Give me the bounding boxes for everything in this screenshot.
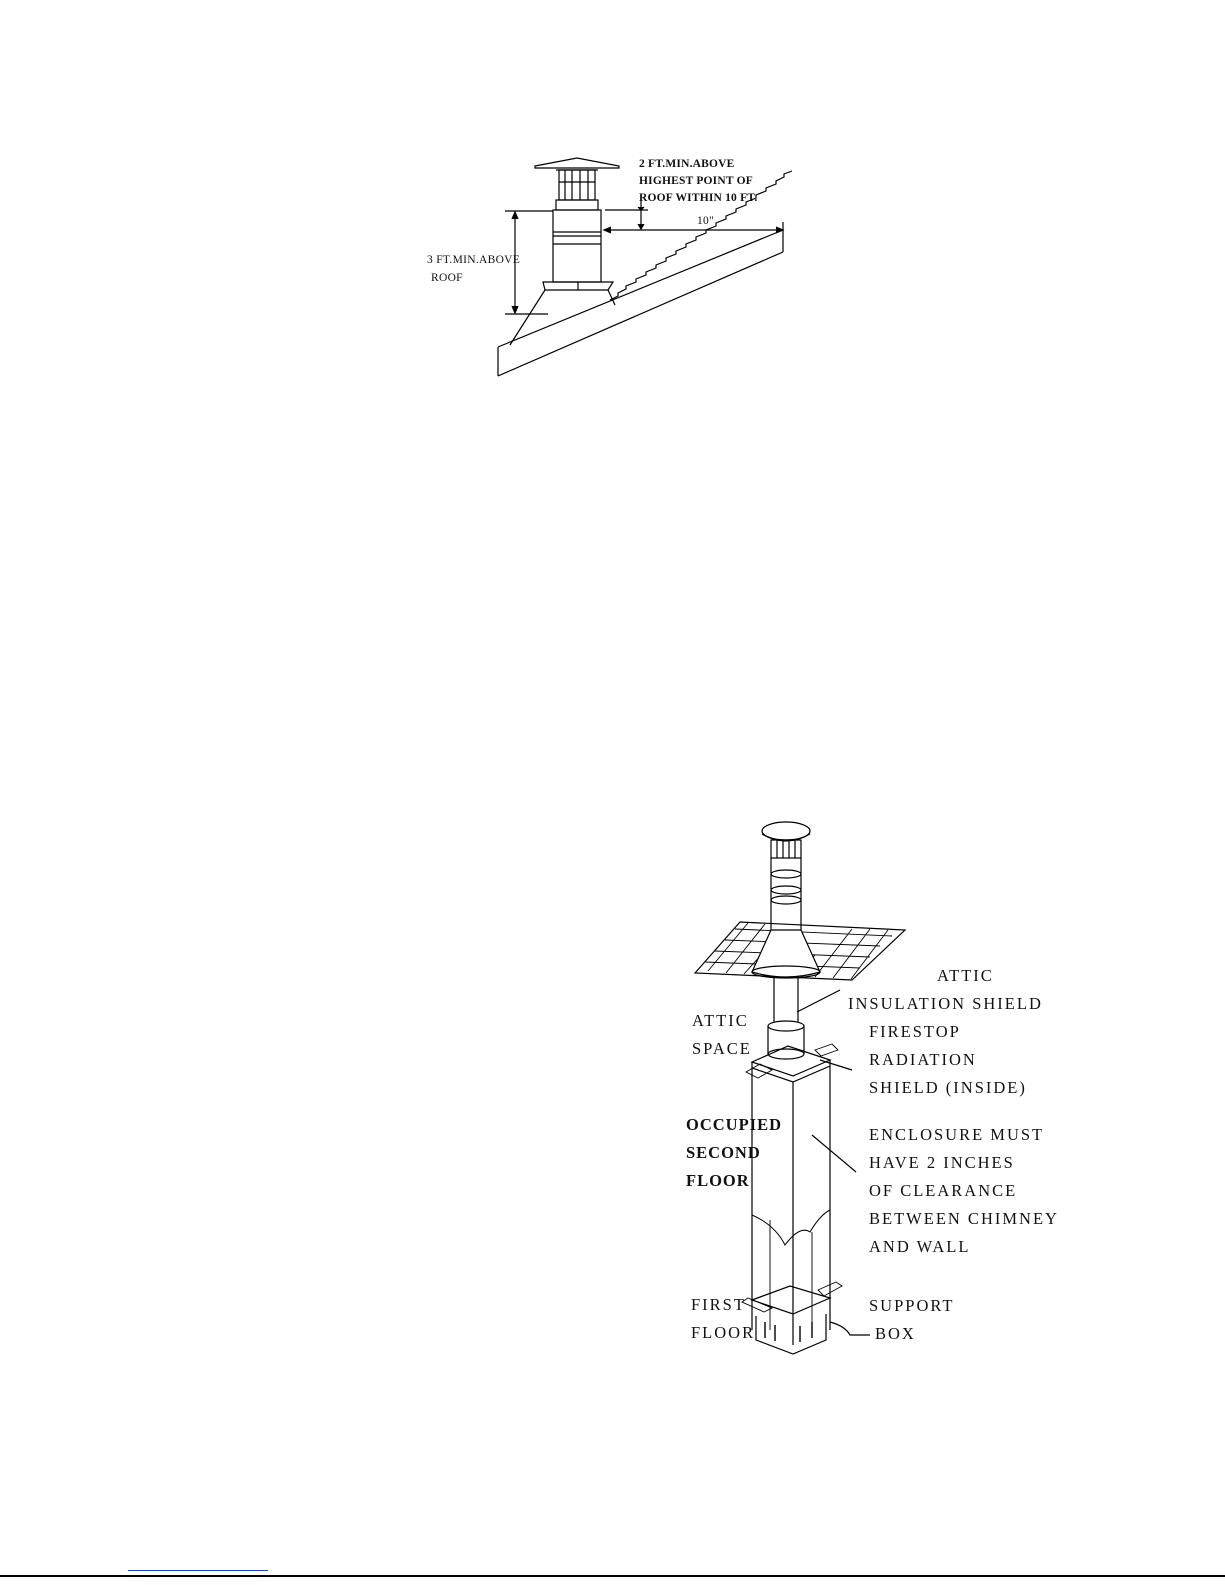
storm-collar: [752, 930, 820, 977]
support-box-label: SUPPORT BOX: [869, 1296, 955, 1343]
page-bottom-rule: [0, 1575, 1225, 1577]
chimney-cap-screen: [771, 840, 801, 858]
attic-chimney-pipe: [774, 978, 798, 1022]
first-floor-label: FIRST FLOOR: [691, 1295, 756, 1342]
ten-inch-label: 10": [697, 215, 715, 227]
enclosure-clearance-label: ENCLOSURE MUST HAVE 2 INCHES OF CLEARANCE BETWEEN CHIMNEY AND WALL: [869, 1125, 1059, 1256]
three-ft-label: 3 FT.MIN.ABOVE ROOF: [427, 254, 521, 284]
attic-insulation-shield-label: ATTIC INSULATION SHIELD: [848, 966, 1043, 1013]
occupied-second-floor-label: OCCUPIED SECOND FLOOR: [686, 1115, 783, 1190]
footer-link-underline[interactable]: [128, 1570, 268, 1571]
attic-insulation-shield: [768, 1021, 804, 1031]
attic-space-label: ATTIC SPACE: [692, 1011, 752, 1058]
two-ft-label: 2 FT.MIN.ABOVE HIGHEST POINT OF ROOF WITHIN 10 FT.: [639, 158, 758, 204]
firestop-label: FIRESTOP RADIATION SHIELD (INSIDE): [869, 1022, 1027, 1097]
